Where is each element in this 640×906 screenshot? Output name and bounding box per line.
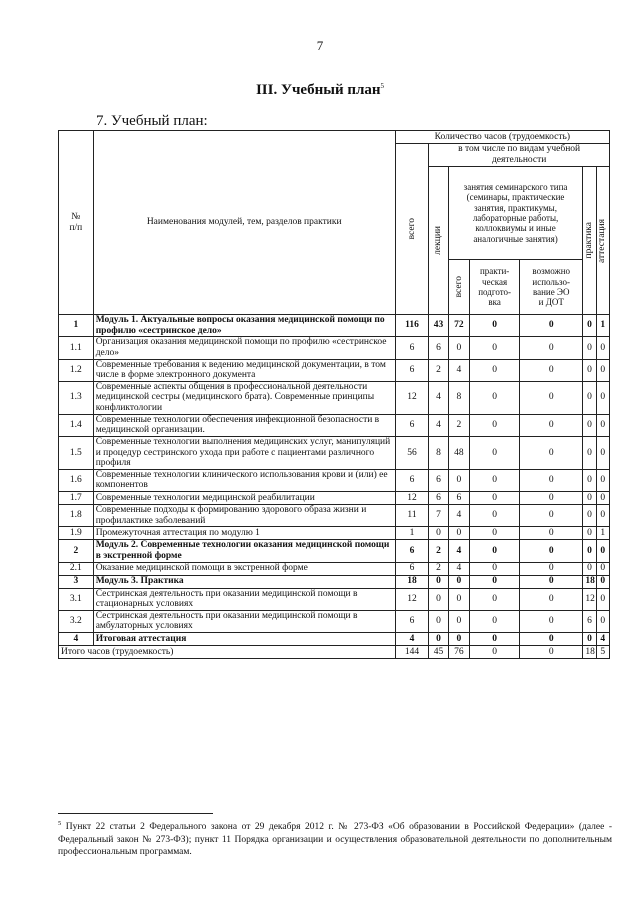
row-attest: 0 [596, 610, 609, 632]
row-lectures: 0 [429, 633, 448, 646]
row-sem-total: 0 [448, 610, 469, 632]
row-num: 1.7 [59, 492, 94, 505]
row-num: 3.1 [59, 588, 94, 610]
row-prep: 0 [470, 315, 520, 337]
row-eo: 0 [520, 633, 583, 646]
row-num: 4 [59, 633, 94, 646]
footnote-divider [58, 813, 213, 814]
row-eo: 0 [520, 315, 583, 337]
row-attest: 0 [596, 436, 609, 469]
header-name: Наименования модулей, тем, разделов практики [93, 131, 395, 315]
row-total: 11 [395, 505, 429, 527]
row-attest: 0 [596, 359, 609, 381]
row-attest: 0 [596, 562, 609, 575]
row-sem-total: 0 [448, 337, 469, 359]
footnote-text: Пункт 22 статьи 2 Федерального закона от 29 декабря 2012 г. № 273-ФЗ «Об образовании в Российской Федерации» (далее - Федеральный закон № 273-ФЗ); пункт 11 Порядка организации и осуществления образовательной деятельности по дополнительным профессиональным программам. [58, 822, 613, 857]
row-total: 6 [395, 337, 429, 359]
row-lectures: 4 [429, 414, 448, 436]
row-practice: 0 [583, 436, 596, 469]
row-eo: 0 [520, 505, 583, 527]
row-attest: 4 [596, 633, 609, 646]
row-prep: 0 [470, 562, 520, 575]
total-attest: 5 [596, 646, 609, 659]
table-row [59, 359, 610, 381]
row-sem-total: 6 [448, 492, 469, 505]
row-practice: 0 [583, 469, 596, 491]
row-prep: 0 [470, 575, 520, 588]
row-lectures: 6 [429, 337, 448, 359]
header-lectures-text: лекции [433, 226, 444, 255]
total-prep: 0 [470, 646, 520, 659]
row-num: 1.1 [59, 337, 94, 359]
row-prep: 0 [470, 359, 520, 381]
total-practice: 18 [583, 646, 596, 659]
row-eo: 0 [520, 575, 583, 588]
total-row [59, 646, 610, 659]
header-num: № п/п [59, 131, 94, 315]
header-seminar-type: занятия семинарского типа (семинары, практические занятия, практикумы, лабораторные работы, коллоквиумы и иные аналогичные занятия) [448, 167, 583, 260]
row-practice: 0 [583, 414, 596, 436]
row-practice: 0 [583, 359, 596, 381]
row-practice: 0 [583, 337, 596, 359]
table-row [59, 381, 610, 414]
header-practice [583, 167, 596, 315]
table-row [59, 610, 610, 632]
row-total: 6 [395, 610, 429, 632]
row-lectures: 0 [429, 588, 448, 610]
row-num: 3 [59, 575, 94, 588]
table-header [59, 131, 610, 315]
row-sem-total: 4 [448, 505, 469, 527]
row-eo: 0 [520, 492, 583, 505]
row-attest: 0 [596, 381, 609, 414]
row-lectures: 6 [429, 469, 448, 491]
header-eo-dot: возможно использо- вание ЭО и ДОТ [520, 260, 583, 315]
row-attest: 0 [596, 575, 609, 588]
table-row [59, 469, 610, 491]
row-prep: 0 [470, 588, 520, 610]
header-quantity: Количество часов (трудоемкость) [395, 131, 609, 144]
row-num: 1.5 [59, 436, 94, 469]
row-sem-total: 0 [448, 588, 469, 610]
row-sem-total: 48 [448, 436, 469, 469]
row-lectures: 2 [429, 359, 448, 381]
row-lectures: 2 [429, 562, 448, 575]
row-lectures: 0 [429, 575, 448, 588]
row-num: 2 [59, 540, 94, 562]
row-lectures: 43 [429, 315, 448, 337]
row-name: Сестринская деятельность при оказании медицинской помощи в амбулаторных условиях [93, 610, 395, 632]
table-row [59, 633, 610, 646]
row-prep: 0 [470, 610, 520, 632]
row-practice: 0 [583, 562, 596, 575]
row-attest: 0 [596, 505, 609, 527]
row-num: 1.9 [59, 527, 94, 540]
table-row [59, 562, 610, 575]
row-name: Сестринская деятельность при оказании медицинской помощи в стационарных условиях [93, 588, 395, 610]
row-lectures: 0 [429, 527, 448, 540]
row-prep: 0 [470, 436, 520, 469]
table-row [59, 436, 610, 469]
row-attest: 0 [596, 588, 609, 610]
row-sem-total: 4 [448, 540, 469, 562]
row-prep: 0 [470, 381, 520, 414]
table-row [59, 337, 610, 359]
total-lectures: 45 [429, 646, 448, 659]
header-seminar-total [448, 260, 469, 315]
row-name: Современные требования к ведению медицинской документации, в том числе в форме электронного документа [93, 359, 395, 381]
row-total: 6 [395, 540, 429, 562]
row-practice: 0 [583, 633, 596, 646]
row-name: Модуль 1. Актуальные вопросы оказания медицинской помощи по профилю «сестринское дело» [93, 315, 395, 337]
row-attest: 0 [596, 492, 609, 505]
row-prep: 0 [470, 540, 520, 562]
row-eo: 0 [520, 527, 583, 540]
row-attest: 1 [596, 315, 609, 337]
row-eo: 0 [520, 381, 583, 414]
table-row [59, 505, 610, 527]
row-attest: 0 [596, 540, 609, 562]
header-lectures [429, 167, 448, 315]
row-total: 56 [395, 436, 429, 469]
row-name: Современные технологии клинического использования крови и (или) ее компонентов [93, 469, 395, 491]
row-eo: 0 [520, 414, 583, 436]
row-eo: 0 [520, 610, 583, 632]
row-prep: 0 [470, 337, 520, 359]
row-sem-total: 4 [448, 562, 469, 575]
header-seminar-total-text: всего [453, 276, 464, 298]
row-prep: 0 [470, 414, 520, 436]
row-lectures: 6 [429, 492, 448, 505]
row-practice: 0 [583, 315, 596, 337]
row-lectures: 2 [429, 540, 448, 562]
row-total: 18 [395, 575, 429, 588]
header-practice-text: практика [584, 222, 595, 259]
row-eo: 0 [520, 359, 583, 381]
curriculum-table [58, 130, 610, 659]
row-eo: 0 [520, 337, 583, 359]
row-total: 6 [395, 562, 429, 575]
row-total: 1 [395, 527, 429, 540]
row-eo: 0 [520, 588, 583, 610]
row-practice: 0 [583, 381, 596, 414]
row-sem-total: 72 [448, 315, 469, 337]
row-name: Оказание медицинской помощи в экстренной форме [93, 562, 395, 575]
row-name: Современные технологии обеспечения инфекционной безопасности в медицинской организации. [93, 414, 395, 436]
row-total: 116 [395, 315, 429, 337]
row-eo: 0 [520, 436, 583, 469]
header-attestation [596, 167, 609, 315]
row-num: 3.2 [59, 610, 94, 632]
row-attest: 0 [596, 414, 609, 436]
table-row [59, 527, 610, 540]
header-total [395, 144, 429, 315]
row-num: 1 [59, 315, 94, 337]
row-sem-total: 0 [448, 469, 469, 491]
row-attest: 0 [596, 469, 609, 491]
row-name: Современные аспекты общения в профессиональной деятельности медицинской сестры (медицинского брата). Современные принципы конфликтологии [93, 381, 395, 414]
row-name: Промежуточная аттестация по модулю 1 [93, 527, 395, 540]
row-sem-total: 0 [448, 633, 469, 646]
header-including-types: в том числе по видам учебной деятельности [429, 144, 610, 167]
table-row [59, 540, 610, 562]
header-attestation-text: аттестация [597, 218, 608, 263]
table-row [59, 588, 610, 610]
header-practical-prep: практи- ческая подгото- вка [470, 260, 520, 315]
row-total: 12 [395, 492, 429, 505]
row-name: Модуль 3. Практика [93, 575, 395, 588]
section-heading-text: III. Учебный план [255, 82, 381, 98]
row-num: 1.2 [59, 359, 94, 381]
row-num: 1.6 [59, 469, 94, 491]
row-practice: 0 [583, 505, 596, 527]
subheading: 7. Учебный план: [96, 113, 208, 129]
total-sem-total: 76 [448, 646, 469, 659]
row-lectures: 4 [429, 381, 448, 414]
row-name: Современные технологии медицинской реабилитации [93, 492, 395, 505]
table-row [59, 575, 610, 588]
row-prep: 0 [470, 527, 520, 540]
row-num: 1.4 [59, 414, 94, 436]
total-total: 144 [395, 646, 429, 659]
total-row-label: Итого часов (трудоемкость) [59, 646, 396, 659]
row-total: 12 [395, 588, 429, 610]
row-total: 4 [395, 633, 429, 646]
table-row [59, 492, 610, 505]
row-practice: 0 [583, 527, 596, 540]
page-number: 7 [316, 38, 324, 53]
row-prep: 0 [470, 633, 520, 646]
row-lectures: 0 [429, 610, 448, 632]
section-heading [0, 82, 640, 99]
footnote [58, 820, 612, 858]
row-sem-total: 0 [448, 575, 469, 588]
row-practice: 12 [583, 588, 596, 610]
row-name: Модуль 2. Современные технологии оказания медицинской помощи в экстренной форме [93, 540, 395, 562]
row-prep: 0 [470, 469, 520, 491]
row-total: 6 [395, 414, 429, 436]
row-total: 6 [395, 469, 429, 491]
row-eo: 0 [520, 469, 583, 491]
row-total: 6 [395, 359, 429, 381]
row-eo: 0 [520, 540, 583, 562]
row-prep: 0 [470, 505, 520, 527]
row-attest: 0 [596, 337, 609, 359]
row-num: 2.1 [59, 562, 94, 575]
table-row [59, 315, 610, 337]
row-prep: 0 [470, 492, 520, 505]
table-row [59, 414, 610, 436]
row-name: Организация оказания медицинской помощи по профилю «сестринское дело» [93, 337, 395, 359]
row-lectures: 8 [429, 436, 448, 469]
row-practice: 0 [583, 492, 596, 505]
row-num: 1.3 [59, 381, 94, 414]
row-sem-total: 2 [448, 414, 469, 436]
row-practice: 6 [583, 610, 596, 632]
total-eo: 0 [520, 646, 583, 659]
row-sem-total: 8 [448, 381, 469, 414]
row-practice: 18 [583, 575, 596, 588]
row-eo: 0 [520, 562, 583, 575]
heading-footnote-ref: 5 [380, 82, 385, 90]
row-sem-total: 0 [448, 527, 469, 540]
table-body [59, 315, 610, 659]
row-name: Современные технологии выполнения медицинских услуг, манипуляций и процедур сестринского ухода при работе с пациентами различного профиля [93, 436, 395, 469]
row-practice: 0 [583, 540, 596, 562]
row-sem-total: 4 [448, 359, 469, 381]
row-total: 12 [395, 381, 429, 414]
row-num: 1.8 [59, 505, 94, 527]
row-name: Современные подходы к формированию здорового образа жизни и профилактике заболеваний [93, 505, 395, 527]
row-lectures: 7 [429, 505, 448, 527]
footnote-ref: 5 [58, 820, 62, 827]
header-total-text: всего [406, 218, 417, 240]
row-attest: 1 [596, 527, 609, 540]
row-name: Итоговая аттестация [93, 633, 395, 646]
